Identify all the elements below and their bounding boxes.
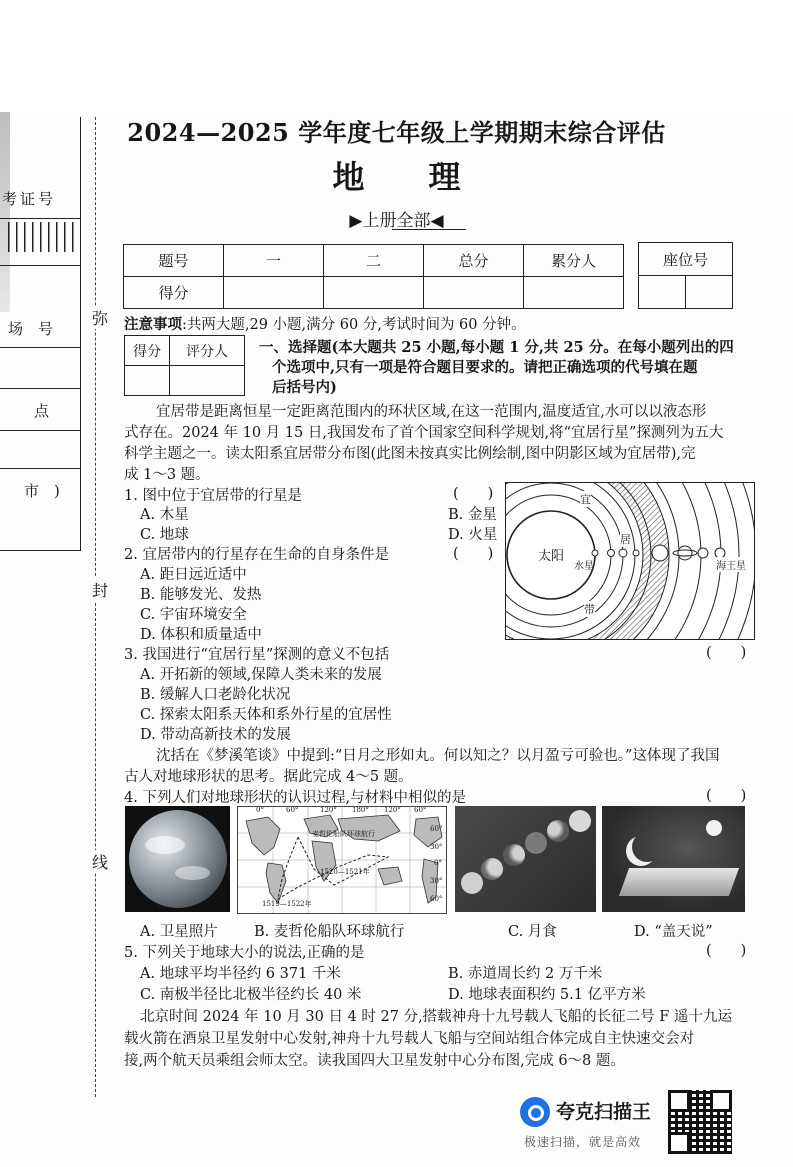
sun-icon — [706, 820, 722, 836]
quark-logo-icon — [520, 1097, 550, 1127]
moon-phase-icon — [525, 832, 547, 854]
map-year-label: 1520—1521年 — [320, 868, 370, 876]
city-label: 市 ) — [24, 482, 60, 500]
map-lon-label: 180° — [352, 806, 369, 814]
map-year-label: 1519—1522年 — [262, 900, 312, 908]
magellan-route-map — [237, 806, 447, 914]
watermark-brand: 夸克扫描王 — [556, 1101, 652, 1123]
passage1-line: 科学主题之一。读太阳系宜居带分布图(此图未按真实比例绘制,图中阴影区域为宜居带),完 — [124, 446, 696, 462]
grader-cell — [170, 366, 245, 396]
qr-finder — [710, 1090, 732, 1112]
grader-name-label: 评分人 — [170, 336, 245, 366]
q4-option-d: D. “盖天说” — [634, 924, 713, 940]
q5-option-a: A. 地球平均半径约 6 371 千米 — [140, 966, 341, 982]
q5-bracket: ( ) — [706, 943, 747, 959]
seal-char-xian: 线 — [92, 850, 108, 873]
sun-label: 太阳 — [538, 549, 565, 564]
score-header-cell: 题号 — [124, 245, 224, 277]
flat-earth-block — [619, 868, 739, 896]
seal-char-feng: 封 — [92, 578, 108, 601]
score-cell — [524, 277, 624, 309]
scope-underline — [392, 229, 466, 230]
cloud-shape — [175, 866, 210, 880]
quark-logo-inner — [528, 1105, 544, 1121]
blank-top-margin — [0, 0, 793, 112]
q2-bracket: ( ) — [453, 546, 494, 562]
map-lon-label: 60° — [414, 806, 427, 814]
mercury-label: 水星 — [574, 561, 594, 572]
map-lat-label: 0° — [434, 859, 442, 867]
section1-line3: 后括号内) — [272, 379, 337, 396]
map-lon-label: 120° — [384, 806, 401, 814]
score-cell — [224, 277, 324, 309]
gaitian-theory-illustration — [602, 806, 745, 912]
notice-text: 注意事项:共两大题,29 小题,满分 60 分,考试时间为 60 分钟。 — [124, 316, 526, 333]
point-label: 点 — [34, 402, 50, 420]
score-header-cell: 总分 — [424, 245, 524, 277]
qr-finder — [668, 1132, 690, 1154]
grader-score-label: 得分 — [125, 336, 170, 366]
sidebar-rule — [0, 347, 80, 348]
map-lat-label: 60° — [430, 825, 443, 833]
moon-phase-icon — [569, 810, 591, 832]
q1-stem: 1. 图中位于宜居带的行星是 — [124, 488, 302, 504]
moon-phase-icon — [481, 858, 503, 880]
q4-stem: 4. 下列人们对地球形状的认识过程,与材料中相似的是 — [124, 790, 467, 806]
score-row-label: 得分 — [124, 277, 224, 309]
section1-line2: 个选项中,只有一项是符合题目要求的。请把正确选项的代号填在题 — [272, 359, 698, 376]
exam-no-label: 考证号 — [2, 190, 57, 208]
map-lon-label: 60° — [286, 806, 299, 814]
exam-title: 2024—2025 学年度七年级上学期期末综合评估 — [127, 118, 666, 147]
passage2-line: 古人对地球形状的思考。据此完成 4～5 题。 — [124, 769, 413, 785]
q1-option-b: B. 金星 — [448, 507, 497, 523]
passage3-line: 北京时间 2024 年 10 月 30 日 4 时 27 分,搭载神舟十九号载人飞船的长征二号 F 遥十九运 — [140, 1009, 732, 1025]
score-header-cell: 二 — [324, 245, 424, 277]
moon-phase-icon — [503, 844, 525, 866]
passage1-line: 式存在。2024 年 10 月 15 日,我国发布了首个国家空间科学规划,将“宜居行星”探测列为五大 — [124, 425, 724, 441]
watermark-slogan: 极速扫描，就是高效 — [524, 1135, 642, 1149]
zone-label-2: 居 — [620, 533, 631, 546]
qr-finder — [668, 1090, 690, 1112]
seat-label: 座位号 — [639, 243, 733, 276]
score-header-cell: 一 — [224, 245, 324, 277]
q5-option-d: D. 地球表面积约 5.1 亿平方米 — [448, 987, 646, 1003]
q5-option-b: B. 赤道周长约 2 万千米 — [448, 966, 603, 982]
grader-table — [124, 335, 245, 396]
sidebar-rule — [0, 430, 80, 431]
q1-bracket: ( ) — [453, 486, 494, 502]
q4-option-c: C. 月食 — [508, 924, 557, 940]
q5-option-c: C. 南极半径比北极半径约长 40 米 — [140, 987, 362, 1003]
sidebar-rule — [0, 265, 80, 266]
map-lon-label: 0° — [256, 806, 264, 814]
scope-label: ▶上册全部◀ — [349, 211, 444, 231]
passage3-line: 接,两个航天员乘组会师太空。读我国四大卫星发射中心分布图,完成 6～8 题。 — [124, 1053, 625, 1069]
q3-bracket: ( ) — [706, 645, 747, 661]
room-no-label: 场 号 — [8, 320, 54, 338]
qr-code-icon — [668, 1090, 732, 1154]
map-lat-label: 60° — [430, 895, 443, 903]
q2-option-c: C. 宇宙环境安全 — [140, 607, 247, 623]
score-cell — [324, 277, 424, 309]
crescent-moon-icon — [632, 832, 662, 862]
earth-globe-icon — [129, 810, 227, 908]
q3-option-c: C. 探索太阳系天体和系外行星的宜居性 — [140, 707, 392, 723]
zone-label-1: 宜 — [580, 493, 591, 506]
subject-title: 地 理 — [332, 158, 461, 196]
q2-option-a: A. 距日远近适中 — [140, 567, 247, 583]
q3-option-d: D. 带动高新技术的发展 — [140, 727, 291, 743]
passage1-line: 宜居带是距离恒星一定距离范围内的环状区域,在这一范围内,温度适宜,水可以以液态形 — [156, 404, 707, 420]
q2-option-b: B. 能够发光、发热 — [140, 587, 262, 603]
map-center-text: 麦哲伦船队环球航行 — [312, 830, 375, 838]
neptune-label: 海王星 — [716, 557, 746, 572]
q4-option-b: B. 麦哲伦船队环球航行 — [254, 924, 405, 940]
seat-cell — [639, 276, 686, 309]
q5-stem: 5. 下列关于地球大小的说法,正确的是 — [124, 945, 365, 961]
moon-phase-icon — [547, 820, 569, 842]
moon-phase-icon — [461, 872, 483, 894]
map-lat-label: 30° — [430, 843, 443, 851]
q1-option-a: A. 木星 — [140, 507, 189, 523]
score-header-cell: 累分人 — [524, 245, 624, 277]
map-lon-label: 120° — [320, 806, 337, 814]
q1-option-c: C. 地球 — [140, 527, 189, 543]
q3-option-b: B. 缓解人口老龄化状况 — [140, 687, 291, 703]
zone-label-3: 带 — [584, 603, 595, 616]
q3-stem: 3. 我国进行“宜居行星”探测的意义不包括 — [124, 647, 390, 663]
q3-option-a: A. 开拓新的领域,保障人类未来的发展 — [140, 667, 382, 683]
sidebar-rule — [0, 550, 80, 551]
section1-line1: 一、选择题(本大题共 25 小题,每小题 1 分,共 25 分。在每小题列出的四 — [259, 339, 734, 356]
q4-option-a: A. 卫星照片 — [140, 924, 218, 940]
passage1-line: 成 1～3 题。 — [124, 467, 210, 483]
q1-option-d: D. 火星 — [448, 527, 498, 543]
passage3-line: 载火箭在酒泉卫星发射中心发射,神舟十九号载人飞船与空间站组合体完成自主快速交会对 — [124, 1031, 695, 1047]
world-map-svg — [238, 807, 446, 913]
seal-dashed-line — [95, 117, 96, 1097]
seat-cell — [686, 276, 733, 309]
sidebar-rule — [0, 388, 80, 389]
seat-table — [638, 242, 733, 309]
score-cell — [424, 277, 524, 309]
q2-option-d: D. 体积和质量适中 — [140, 627, 262, 643]
habitable-zone-diagram — [505, 482, 755, 640]
grader-cell — [125, 366, 170, 396]
cloud-shape — [145, 836, 185, 854]
passage2-line: 沈括在《梦溪笔谈》中提到:“日月之形如丸。何以知之？以月盈亏可验也。”这体现了我国 — [156, 748, 720, 764]
satellite-earth-photo — [125, 806, 230, 912]
seal-char-mi: 弥 — [92, 306, 108, 329]
q4-bracket: ( ) — [706, 788, 747, 804]
lunar-eclipse-photo — [455, 806, 596, 912]
sidebar-rule — [0, 468, 80, 469]
q2-stem: 2. 宜居带内的行星存在生命的自身条件是 — [124, 547, 389, 563]
map-lat-label: 30° — [430, 877, 443, 885]
score-table — [123, 244, 624, 309]
